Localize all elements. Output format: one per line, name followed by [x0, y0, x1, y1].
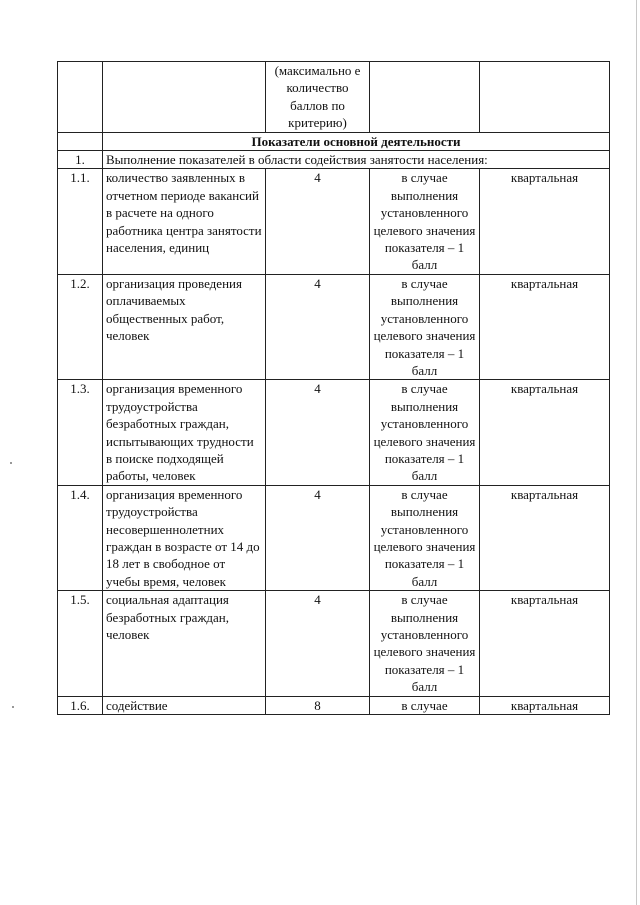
reporting-period: квартальная	[480, 485, 610, 590]
scoring-condition: в случае выполнения установленного целевого значения показателя – 1 балл	[370, 169, 480, 274]
name-cell	[103, 62, 266, 133]
scoring-condition: в случае выполнения установленного целевого значения показателя – 1 балл	[370, 485, 480, 590]
max-points: 4	[266, 274, 370, 379]
page-edge	[636, 0, 637, 905]
num-cell	[58, 62, 103, 133]
scan-speck	[12, 706, 14, 708]
reporting-period: квартальная	[480, 380, 610, 485]
table-row	[58, 485, 610, 590]
max-points-note: (максимально е количество баллов по критерию)	[266, 62, 370, 133]
scoring-condition: в случае выполнения установленного целевого значения показателя – 1 балл	[370, 274, 480, 379]
group-number: 1.	[58, 151, 103, 169]
condition-cell	[370, 62, 480, 133]
scoring-condition: в случае	[370, 696, 480, 714]
table-row	[58, 696, 610, 714]
scoring-condition: в случае выполнения установленного целевого значения показателя – 1 балл	[370, 591, 480, 696]
period-cell	[480, 62, 610, 133]
table-row	[58, 274, 610, 379]
row-number: 1.5.	[58, 591, 103, 696]
max-points: 4	[266, 485, 370, 590]
section-row	[58, 132, 610, 150]
indicator-name: организация проведения оплачиваемых общественных работ, человек	[103, 274, 266, 379]
section-title: Показатели основной деятельности	[103, 132, 610, 150]
indicator-name: количество заявленных в отчетном периоде вакансий в расчете на одного работника центра занятости населения, единиц	[103, 169, 266, 274]
table-row	[58, 169, 610, 274]
indicator-name: социальная адаптация безработных граждан, человек	[103, 591, 266, 696]
group-row	[58, 151, 610, 169]
max-points: 4	[266, 380, 370, 485]
row-number: 1.2.	[58, 274, 103, 379]
reporting-period: квартальная	[480, 274, 610, 379]
reporting-period: квартальная	[480, 696, 610, 714]
table-row	[58, 591, 610, 696]
row-number: 1.6.	[58, 696, 103, 714]
criteria-table	[57, 61, 610, 715]
indicator-name: организация временного трудоустройства несовершеннолетних граждан в возрасте от 14 до 18 лет в свободное от учебы время, человек	[103, 485, 266, 590]
scoring-condition: в случае выполнения установленного целевого значения показателя – 1 балл	[370, 380, 480, 485]
reporting-period: квартальная	[480, 591, 610, 696]
max-points: 8	[266, 696, 370, 714]
row-number: 1.4.	[58, 485, 103, 590]
num-cell	[58, 132, 103, 150]
indicator-name: организация временного трудоустройства безработных граждан, испытывающих трудности в поиске подходящей работы, человек	[103, 380, 266, 485]
max-points: 4	[266, 169, 370, 274]
reporting-period: квартальная	[480, 169, 610, 274]
table-row	[58, 380, 610, 485]
row-number: 1.3.	[58, 380, 103, 485]
row-number: 1.1.	[58, 169, 103, 274]
group-title: Выполнение показателей в области содействия занятости населения:	[103, 151, 610, 169]
max-points: 4	[266, 591, 370, 696]
indicator-name: содействие	[103, 696, 266, 714]
scan-speck	[10, 462, 12, 464]
table-row	[58, 62, 610, 133]
